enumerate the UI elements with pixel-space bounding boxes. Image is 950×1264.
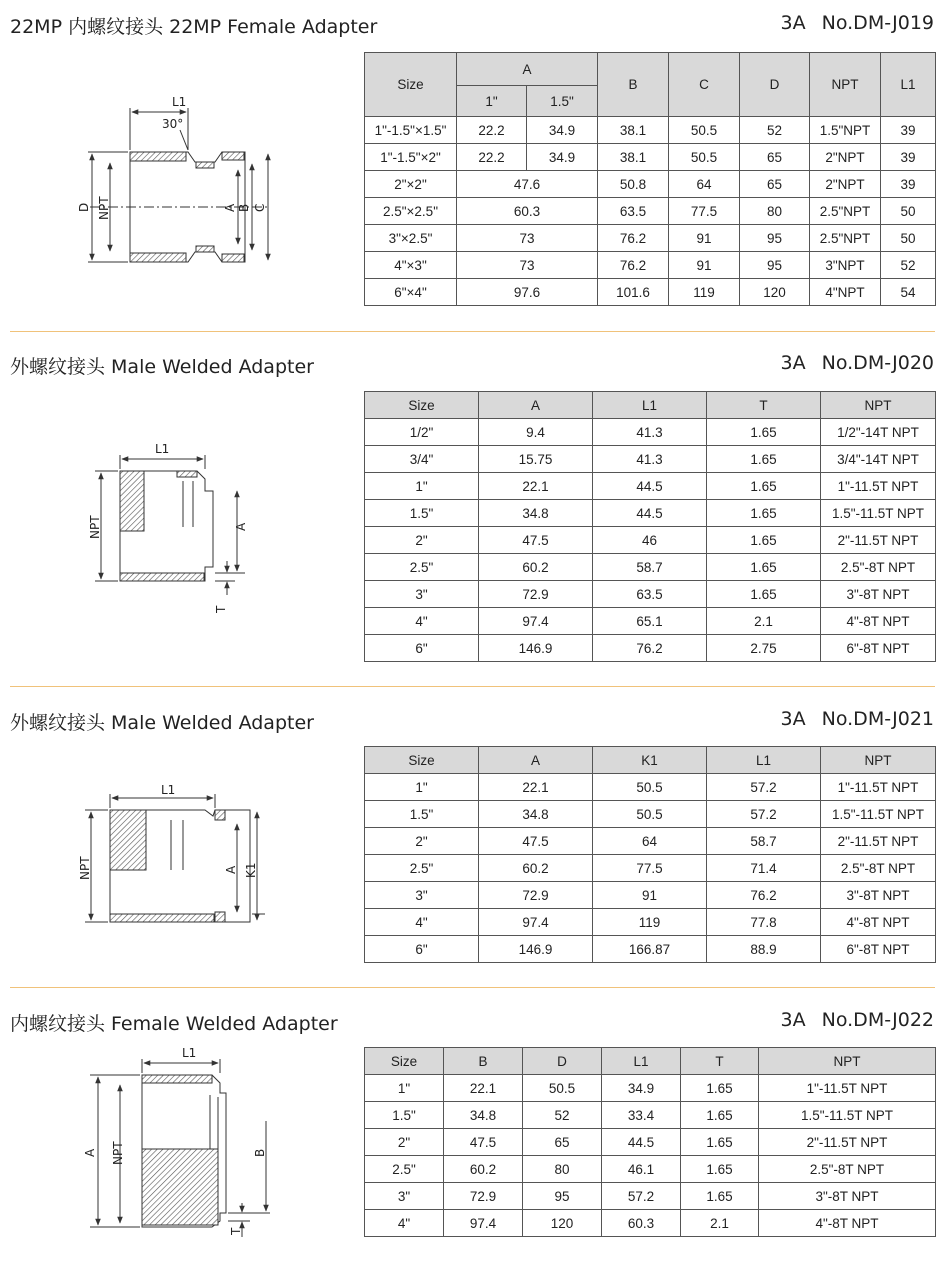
table-row	[365, 1102, 936, 1129]
cell: 38.1	[598, 117, 669, 144]
cell: 1.5"	[365, 500, 479, 527]
label-l1: L1	[172, 95, 187, 109]
cell: 34.9	[527, 144, 598, 171]
cell: 52	[523, 1102, 602, 1129]
cell: 34.8	[479, 500, 593, 527]
label-a: A	[224, 865, 238, 874]
cell: 146.9	[479, 635, 593, 662]
table-row	[365, 446, 936, 473]
cell: 1"-11.5T NPT	[821, 473, 936, 500]
standard-label: 3A	[780, 352, 806, 374]
cell: 97.6	[457, 279, 598, 306]
table-row	[365, 801, 936, 828]
cell: 3"	[365, 581, 479, 608]
cell: 97.4	[479, 608, 593, 635]
cell: 34.8	[479, 801, 593, 828]
table-row	[365, 1075, 936, 1102]
cell: 76.2	[593, 635, 707, 662]
table-row	[365, 554, 936, 581]
cell: 50.5	[523, 1075, 602, 1102]
header-a-15in: 1.5"	[527, 86, 598, 117]
cell: 4"NPT	[810, 279, 881, 306]
cell: 46	[593, 527, 707, 554]
cell: 1"-11.5T NPT	[821, 774, 936, 801]
cell: 47.5	[444, 1129, 523, 1156]
table-row	[365, 171, 936, 198]
cell: 1.5"	[365, 801, 479, 828]
cell: 63.5	[593, 581, 707, 608]
cell: 76.2	[598, 225, 669, 252]
header-k1: K1	[593, 747, 707, 774]
cell: 52	[740, 117, 810, 144]
cell: 1.5"-11.5T NPT	[821, 500, 936, 527]
product-code	[781, 708, 934, 730]
cell: 39	[881, 171, 936, 198]
cell: 52	[881, 252, 936, 279]
cell: 72.9	[444, 1183, 523, 1210]
table-row	[365, 117, 936, 144]
cell: 4"-8T NPT	[821, 608, 936, 635]
cell: 47.5	[479, 828, 593, 855]
label-a: A	[223, 203, 237, 212]
label-npt: NPT	[111, 1141, 125, 1165]
cell: 76.2	[707, 882, 821, 909]
cell: 1.5"-11.5T NPT	[759, 1102, 936, 1129]
cell: 65.1	[593, 608, 707, 635]
header-a: A	[479, 392, 593, 419]
cell: 9.4	[479, 419, 593, 446]
section-title: 外螺纹接头 Male Welded Adapter	[10, 712, 314, 734]
cell: 1.65	[707, 500, 821, 527]
cell: 88.9	[707, 936, 821, 963]
cell: 1"-11.5T NPT	[759, 1075, 936, 1102]
cell: 33.4	[602, 1102, 681, 1129]
cell: 77.8	[707, 909, 821, 936]
table-row	[365, 279, 936, 306]
table-row	[365, 1183, 936, 1210]
label-a: A	[83, 1148, 97, 1157]
section-divider	[10, 987, 935, 988]
cell: 6"×4"	[365, 279, 457, 306]
table-row	[365, 774, 936, 801]
cell: 1.65	[707, 581, 821, 608]
cell: 2.1	[681, 1210, 759, 1237]
cell: 65	[740, 144, 810, 171]
cell: 47.6	[457, 171, 598, 198]
product-code	[781, 1009, 934, 1031]
cell: 73	[457, 252, 598, 279]
product-code	[781, 352, 934, 374]
cell: 2.5"NPT	[810, 225, 881, 252]
cell: 2"NPT	[810, 171, 881, 198]
cell: 1.5"NPT	[810, 117, 881, 144]
female-welded-adapter-drawing	[80, 1045, 270, 1245]
table-row	[365, 473, 936, 500]
table-row	[365, 909, 936, 936]
cell: 72.9	[479, 882, 593, 909]
label-angle: 30°	[162, 117, 184, 131]
header-size: Size	[365, 747, 479, 774]
product-code	[781, 12, 934, 34]
table-row	[365, 882, 936, 909]
table-row	[365, 936, 936, 963]
cell: 2"	[365, 1129, 444, 1156]
cell: 57.2	[602, 1183, 681, 1210]
cell: 2"×2"	[365, 171, 457, 198]
cell: 3/4"	[365, 446, 479, 473]
cell: 120	[523, 1210, 602, 1237]
cell: 3"	[365, 882, 479, 909]
cell: 39	[881, 144, 936, 171]
cell: 22.2	[457, 117, 527, 144]
cell: 60.3	[602, 1210, 681, 1237]
cell: 65	[523, 1129, 602, 1156]
header-l1: L1	[881, 53, 936, 117]
cell: 22.1	[479, 774, 593, 801]
label-t: T	[214, 605, 228, 613]
label-b: B	[237, 203, 251, 212]
header-b: B	[444, 1048, 523, 1075]
cell: 22.1	[444, 1075, 523, 1102]
cell: 1.65	[681, 1183, 759, 1210]
header-a: A	[479, 747, 593, 774]
header-t: T	[707, 392, 821, 419]
cell: 2.5"	[365, 855, 479, 882]
cell: 2.5"-8T NPT	[821, 855, 936, 882]
cell: 22.1	[479, 473, 593, 500]
cell: 54	[881, 279, 936, 306]
section-divider	[10, 686, 935, 687]
cell: 1.65	[707, 419, 821, 446]
header-npt: NPT	[821, 392, 936, 419]
cell: 34.9	[602, 1075, 681, 1102]
cell: 4"-8T NPT	[821, 909, 936, 936]
cell: 1.65	[707, 473, 821, 500]
cell: 97.4	[444, 1210, 523, 1237]
cell: 1/2"-14T NPT	[821, 419, 936, 446]
cell: 2"-11.5T NPT	[821, 828, 936, 855]
label-l1: L1	[182, 1046, 197, 1060]
cell: 47.5	[479, 527, 593, 554]
label-npt: NPT	[97, 196, 111, 220]
cell: 1.65	[681, 1102, 759, 1129]
cell: 64	[593, 828, 707, 855]
table-row	[365, 608, 936, 635]
cell: 64	[669, 171, 740, 198]
cell: 80	[740, 198, 810, 225]
cell: 77.5	[669, 198, 740, 225]
cell: 1.65	[681, 1156, 759, 1183]
cell: 1/2"	[365, 419, 479, 446]
cell: 3"	[365, 1183, 444, 1210]
cell: 50.5	[593, 774, 707, 801]
cell: 6"-8T NPT	[821, 936, 936, 963]
cell: 2.1	[707, 608, 821, 635]
table-row	[365, 252, 936, 279]
cell: 50.5	[669, 117, 740, 144]
cell: 41.3	[593, 419, 707, 446]
table-row	[365, 1156, 936, 1183]
table-row	[365, 500, 936, 527]
cell: 73	[457, 225, 598, 252]
cell: 95	[523, 1183, 602, 1210]
table-row	[365, 1210, 936, 1237]
header-d: D	[523, 1048, 602, 1075]
cell: 4"-8T NPT	[759, 1210, 936, 1237]
header-a: A	[457, 53, 598, 86]
cell: 120	[740, 279, 810, 306]
spec-table-dm-j020	[364, 391, 936, 662]
header-c: C	[669, 53, 740, 117]
table-row	[365, 225, 936, 252]
cell: 3"-8T NPT	[821, 581, 936, 608]
spec-table-dm-j022	[364, 1047, 936, 1237]
code-label: No.DM-J020	[821, 352, 934, 374]
cell: 3"NPT	[810, 252, 881, 279]
table-row	[365, 828, 936, 855]
cell: 146.9	[479, 936, 593, 963]
cell: 95	[740, 225, 810, 252]
header-l1: L1	[602, 1048, 681, 1075]
cell: 1"	[365, 1075, 444, 1102]
header-size: Size	[365, 53, 457, 117]
cell: 39	[881, 117, 936, 144]
cell: 97.4	[479, 909, 593, 936]
cell: 2.5"×2.5"	[365, 198, 457, 225]
cell: 44.5	[602, 1129, 681, 1156]
cell: 1.65	[681, 1075, 759, 1102]
label-npt: NPT	[88, 515, 102, 539]
cell: 4"×3"	[365, 252, 457, 279]
cell: 6"	[365, 936, 479, 963]
spec-table-dm-j021	[364, 746, 936, 963]
cell: 60.2	[444, 1156, 523, 1183]
table-row	[365, 1129, 936, 1156]
header-b: B	[598, 53, 669, 117]
code-label: No.DM-J022	[821, 1009, 934, 1031]
cell: 71.4	[707, 855, 821, 882]
cell: 63.5	[598, 198, 669, 225]
cell: 34.8	[444, 1102, 523, 1129]
standard-label: 3A	[780, 1009, 806, 1031]
cell: 1"-1.5"×2"	[365, 144, 457, 171]
cell: 65	[740, 171, 810, 198]
standard-label: 3A	[780, 12, 806, 34]
male-welded-adapter-drawing	[85, 435, 265, 615]
header-size: Size	[365, 1048, 444, 1075]
cell: 50.5	[593, 801, 707, 828]
header-size: Size	[365, 392, 479, 419]
section-title: 外螺纹接头 Male Welded Adapter	[10, 356, 314, 378]
cell: 3"×2.5"	[365, 225, 457, 252]
cell: 50.5	[669, 144, 740, 171]
cell: 60.2	[479, 855, 593, 882]
cell: 22.2	[457, 144, 527, 171]
header-npt: NPT	[821, 747, 936, 774]
cell: 50	[881, 198, 936, 225]
label-npt: NPT	[78, 856, 92, 880]
header-l1: L1	[707, 747, 821, 774]
cell: 44.5	[593, 473, 707, 500]
cell: 2.5"	[365, 554, 479, 581]
cell: 4"	[365, 608, 479, 635]
label-c: C	[253, 203, 267, 212]
cell: 1"	[365, 473, 479, 500]
cell: 2"	[365, 828, 479, 855]
header-l1: L1	[593, 392, 707, 419]
label-d: D	[77, 202, 91, 212]
cell: 44.5	[593, 500, 707, 527]
cell: 76.2	[598, 252, 669, 279]
cell: 1"	[365, 774, 479, 801]
cell: 119	[669, 279, 740, 306]
cell: 95	[740, 252, 810, 279]
label-t: T	[229, 1227, 243, 1235]
cell: 2.5"NPT	[810, 198, 881, 225]
header-npt: NPT	[759, 1048, 936, 1075]
cell: 2.5"-8T NPT	[821, 554, 936, 581]
table-row	[365, 198, 936, 225]
table-row	[365, 419, 936, 446]
cell: 58.7	[707, 828, 821, 855]
male-welded-adapter-k1-drawing	[75, 780, 275, 940]
female-adapter-drawing	[70, 90, 290, 280]
cell: 38.1	[598, 144, 669, 171]
cell: 15.75	[479, 446, 593, 473]
header-d: D	[740, 53, 810, 117]
cell: 1.65	[707, 527, 821, 554]
cell: 166.87	[593, 936, 707, 963]
header-t: T	[681, 1048, 759, 1075]
cell: 4"	[365, 909, 479, 936]
cell: 46.1	[602, 1156, 681, 1183]
cell: 101.6	[598, 279, 669, 306]
table-row	[365, 144, 936, 171]
cell: 2"-11.5T NPT	[759, 1129, 936, 1156]
standard-label: 3A	[780, 708, 806, 730]
label-a: A	[234, 522, 248, 531]
cell: 34.9	[527, 117, 598, 144]
cell: 2"-11.5T NPT	[821, 527, 936, 554]
cell: 6"	[365, 635, 479, 662]
cell: 119	[593, 909, 707, 936]
cell: 50	[881, 225, 936, 252]
cell: 2"	[365, 527, 479, 554]
cell: 57.2	[707, 774, 821, 801]
cell: 2.75	[707, 635, 821, 662]
section-divider	[10, 331, 935, 332]
label-l1: L1	[161, 783, 176, 797]
cell: 4"	[365, 1210, 444, 1237]
code-label: No.DM-J019	[821, 12, 934, 34]
table-row	[365, 855, 936, 882]
header-a-1in: 1"	[457, 86, 527, 117]
cell: 50.8	[598, 171, 669, 198]
section-title: 内螺纹接头 Female Welded Adapter	[10, 1013, 338, 1035]
cell: 72.9	[479, 581, 593, 608]
cell: 6"-8T NPT	[821, 635, 936, 662]
cell: 3"-8T NPT	[821, 882, 936, 909]
table-row	[365, 635, 936, 662]
table-row	[365, 581, 936, 608]
cell: 1.5"	[365, 1102, 444, 1129]
cell: 3"-8T NPT	[759, 1183, 936, 1210]
label-b: B	[253, 1148, 267, 1157]
cell: 57.2	[707, 801, 821, 828]
cell: 1.5"-11.5T NPT	[821, 801, 936, 828]
label-k1: K1	[244, 862, 258, 878]
cell: 77.5	[593, 855, 707, 882]
cell: 1.65	[707, 446, 821, 473]
spec-table-dm-j019	[364, 52, 936, 306]
cell: 60.2	[479, 554, 593, 581]
cell: 2.5"	[365, 1156, 444, 1183]
cell: 80	[523, 1156, 602, 1183]
cell: 1"-1.5"×1.5"	[365, 117, 457, 144]
cell: 2.5"-8T NPT	[759, 1156, 936, 1183]
cell: 91	[669, 225, 740, 252]
cell: 91	[669, 252, 740, 279]
cell: 3/4"-14T NPT	[821, 446, 936, 473]
cell: 1.65	[681, 1129, 759, 1156]
cell: 91	[593, 882, 707, 909]
cell: 41.3	[593, 446, 707, 473]
code-label: No.DM-J021	[821, 708, 934, 730]
cell: 1.65	[707, 554, 821, 581]
cell: 2"NPT	[810, 144, 881, 171]
table-row	[365, 527, 936, 554]
label-l1: L1	[155, 442, 170, 456]
section-title: 22MP 内螺纹接头 22MP Female Adapter	[10, 16, 378, 38]
cell: 58.7	[593, 554, 707, 581]
header-npt: NPT	[810, 53, 881, 117]
cell: 60.3	[457, 198, 598, 225]
